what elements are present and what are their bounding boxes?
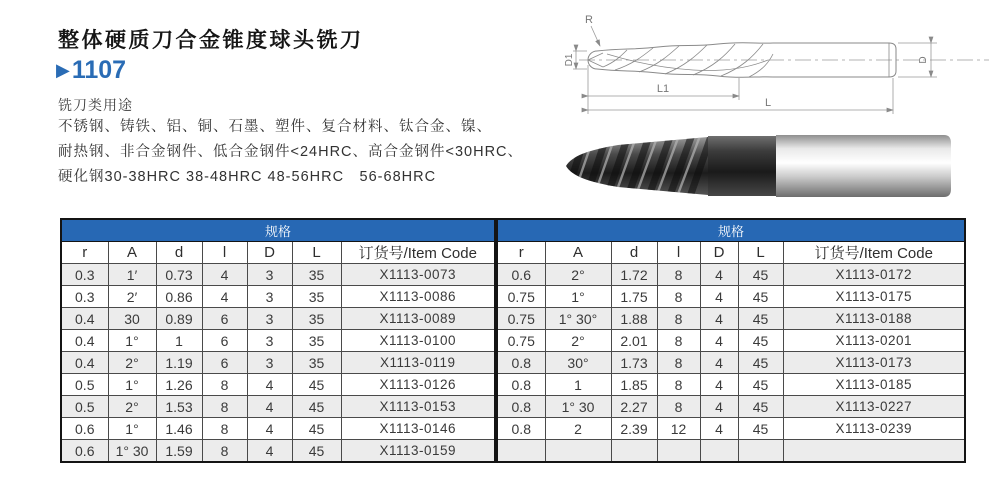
spec-cell: 1 [156, 330, 202, 352]
flute-top-edge [597, 43, 773, 51]
item-code-cell: X1113-0089 [341, 308, 495, 330]
spec-cell: 1.26 [156, 374, 202, 396]
table-row [61, 286, 495, 308]
spec-cell: 3 [247, 286, 292, 308]
spec-table-right [496, 218, 966, 463]
table-row [497, 330, 965, 352]
spec-cell: 8 [657, 330, 700, 352]
item-code-cell: X1113-0153 [341, 396, 495, 418]
spec-cell: 45 [292, 374, 341, 396]
spec-cell: 35 [292, 352, 341, 374]
model-number-text: 1107 [71, 56, 127, 84]
dim-label-L: L [764, 97, 772, 109]
spec-cell: 35 [292, 264, 341, 286]
spec-cell: 45 [738, 264, 783, 286]
page-title: 整体硬质刀合金锥度球头铣刀 [58, 29, 364, 52]
spec-cell: 2° [545, 330, 611, 352]
dim-label-R: R [585, 14, 593, 26]
model-number [56, 56, 126, 85]
spec-cell: 8 [657, 308, 700, 330]
spec-cell: 0.75 [497, 308, 545, 330]
spec-cell: 0.8 [497, 352, 545, 374]
spec-cell: 4 [700, 264, 738, 286]
spec-cell: 1.85 [611, 374, 657, 396]
spec-cell: 0.5 [61, 396, 108, 418]
spec-cell: 1° [108, 418, 156, 440]
spec-cell: 0.86 [156, 286, 202, 308]
item-code-cell: X1113-0172 [783, 264, 965, 286]
table-row [61, 308, 495, 330]
spec-cell: 8 [657, 396, 700, 418]
item-code-cell [783, 440, 965, 463]
item-code-cell: X1113-0100 [341, 330, 495, 352]
column-header-row [497, 242, 965, 264]
item-code-cell: X1113-0126 [341, 374, 495, 396]
spec-cell: 0.4 [61, 330, 108, 352]
table-row [61, 396, 495, 418]
spec-cell: 1.72 [611, 264, 657, 286]
spec-cell: 0.75 [497, 330, 545, 352]
spec-cell: 3 [247, 330, 292, 352]
column-header: l [202, 242, 247, 264]
usage-line: 不锈钢、铸铁、铝、铜、石墨、塑件、复合材料、钛合金、镍、 [58, 119, 492, 135]
spec-cell: 1° 30 [545, 396, 611, 418]
spec-cell [545, 440, 611, 463]
dim-label-L1: L1 [656, 83, 670, 95]
spec-cell: 0.4 [61, 308, 108, 330]
spec-cell: 35 [292, 330, 341, 352]
column-header: L [292, 242, 341, 264]
spec-cell: 45 [738, 418, 783, 440]
column-header: r [61, 242, 108, 264]
table-row [497, 264, 965, 286]
spec-cell: 4 [247, 374, 292, 396]
spec-cell: 8 [657, 286, 700, 308]
usage-label: 铣刀类用途 [58, 97, 133, 113]
spec-cell: 1.88 [611, 308, 657, 330]
spec-cell: 2 [545, 418, 611, 440]
spec-cell: 8 [202, 396, 247, 418]
spec-cell: 0.3 [61, 264, 108, 286]
spec-cell: 45 [738, 308, 783, 330]
table-row [497, 352, 965, 374]
spec-cell: 45 [738, 374, 783, 396]
spec-cell: 1′ [108, 264, 156, 286]
spec-cell: 0.5 [61, 374, 108, 396]
spec-table-left-body [61, 264, 495, 463]
spec-cell: 6 [202, 308, 247, 330]
table-row [61, 418, 495, 440]
spec-cell: 45 [738, 330, 783, 352]
spec-cell: 2.39 [611, 418, 657, 440]
spec-cell: 2° [108, 352, 156, 374]
spec-cell: 1.53 [156, 396, 202, 418]
spec-cell: 0.6 [61, 418, 108, 440]
spec-cell: 0.8 [497, 396, 545, 418]
item-code-cell: X1113-0146 [341, 418, 495, 440]
column-header-row [61, 242, 495, 264]
spec-cell: 0.8 [497, 418, 545, 440]
spec-cell: 4 [700, 374, 738, 396]
spec-cell: 1° 30° [545, 308, 611, 330]
spec-cell: 4 [247, 396, 292, 418]
triangle-marker-icon: ▶ [56, 60, 70, 80]
spec-cell: 45 [292, 440, 341, 463]
technical-drawing [563, 10, 995, 120]
spec-cell: 0.89 [156, 308, 202, 330]
spec-cell: 3 [247, 264, 292, 286]
photo-neck-section [708, 136, 776, 196]
spec-band-label: 规格 [61, 219, 495, 242]
spec-cell: 4 [202, 264, 247, 286]
item-code-cell: X1113-0073 [341, 264, 495, 286]
spec-cell [497, 440, 545, 463]
flute-bottom-edge [597, 69, 773, 77]
spec-cell: 1 [545, 374, 611, 396]
spec-cell: 45 [292, 396, 341, 418]
spec-cell: 2° [108, 396, 156, 418]
spec-band-label: 规格 [497, 219, 965, 242]
spec-cell: 1.46 [156, 418, 202, 440]
dim-label-D: D [918, 56, 929, 64]
spec-cell: 2.27 [611, 396, 657, 418]
column-header: l [657, 242, 700, 264]
item-code-cell: X1113-0227 [783, 396, 965, 418]
spec-cell: 8 [202, 440, 247, 463]
spec-cell: 4 [700, 396, 738, 418]
usage-line: 耐热钢、非合金钢件、低合金钢件<24HRC、高合金钢件<30HRC、 [58, 144, 524, 160]
spec-cell: 0.4 [61, 352, 108, 374]
item-code-cell: X1113-0185 [783, 374, 965, 396]
item-code-cell: X1113-0119 [341, 352, 495, 374]
spec-cell: 2.01 [611, 330, 657, 352]
spec-cell: 45 [738, 352, 783, 374]
spec-cell: 3 [247, 352, 292, 374]
spec-cell [738, 440, 783, 463]
column-header: A [545, 242, 611, 264]
spec-cell: 8 [202, 418, 247, 440]
spec-cell: 6 [202, 352, 247, 374]
item-code-cell: X1113-0159 [341, 440, 495, 463]
photo-shank-section [776, 135, 951, 197]
spec-table-right-body [497, 264, 965, 463]
spec-cell: 0.6 [61, 440, 108, 463]
spec-cell: 0.8 [497, 374, 545, 396]
spec-cell: 6 [202, 330, 247, 352]
table-row [497, 418, 965, 440]
spec-cell: 1° [108, 374, 156, 396]
table-row [497, 286, 965, 308]
table-row [497, 308, 965, 330]
spec-cell: 1° 30 [108, 440, 156, 463]
table-row [61, 374, 495, 396]
column-header: D [247, 242, 292, 264]
spec-cell: 1° [545, 286, 611, 308]
column-header: d [611, 242, 657, 264]
spec-cell: 2° [545, 264, 611, 286]
spec-cell: 4 [700, 418, 738, 440]
item-code-cell: X1113-0086 [341, 286, 495, 308]
spec-cell: 0.75 [497, 286, 545, 308]
spec-table-left [60, 218, 496, 463]
spec-table-group [60, 218, 966, 463]
spec-cell: 12 [657, 418, 700, 440]
spec-cell: 4 [700, 308, 738, 330]
item-code-cell: X1113-0188 [783, 308, 965, 330]
item-code-cell: X1113-0173 [783, 352, 965, 374]
spec-cell: 1.59 [156, 440, 202, 463]
dim-label-D1: D1 [564, 53, 575, 67]
column-header: d [156, 242, 202, 264]
table-row [497, 374, 965, 396]
table-row [497, 440, 965, 463]
spec-cell: 4 [700, 352, 738, 374]
spec-cell: 0.6 [497, 264, 545, 286]
table-row [61, 330, 495, 352]
spec-cell: 4 [247, 418, 292, 440]
column-header: D [700, 242, 738, 264]
item-code-cell: X1113-0201 [783, 330, 965, 352]
spec-cell: 35 [292, 308, 341, 330]
product-photo [558, 126, 958, 204]
item-code-cell: X1113-0239 [783, 418, 965, 440]
spec-cell: 1.73 [611, 352, 657, 374]
item-code-cell: X1113-0175 [783, 286, 965, 308]
spec-cell: 2′ [108, 286, 156, 308]
table-row [61, 352, 495, 374]
table-row [497, 396, 965, 418]
usage-description [58, 115, 528, 190]
spec-cell: 0.3 [61, 286, 108, 308]
table-row [61, 440, 495, 463]
spec-cell: 0.73 [156, 264, 202, 286]
spec-cell: 35 [292, 286, 341, 308]
column-header: 订货号/Item Code [783, 242, 965, 264]
spec-cell: 30 [108, 308, 156, 330]
column-header: A [108, 242, 156, 264]
table-row [61, 264, 495, 286]
spec-cell: 8 [657, 264, 700, 286]
spec-cell: 4 [202, 286, 247, 308]
spec-cell: 1.75 [611, 286, 657, 308]
usage-line: 硬化钢30-38HRC 38-48HRC 48-56HRC 56-68HRC [58, 169, 437, 185]
spec-cell: 8 [657, 374, 700, 396]
spec-cell: 4 [247, 440, 292, 463]
column-header: L [738, 242, 783, 264]
spec-cell: 4 [700, 286, 738, 308]
spec-cell: 1° [108, 330, 156, 352]
spec-cell [700, 440, 738, 463]
column-header: 订货号/Item Code [341, 242, 495, 264]
spec-cell [611, 440, 657, 463]
spec-cell: 30° [545, 352, 611, 374]
spec-cell [657, 440, 700, 463]
spec-cell: 45 [292, 418, 341, 440]
spec-cell: 4 [700, 330, 738, 352]
spec-cell: 1.19 [156, 352, 202, 374]
spec-cell: 45 [738, 396, 783, 418]
spec-cell: 8 [202, 374, 247, 396]
spec-cell: 8 [657, 352, 700, 374]
spec-cell: 3 [247, 308, 292, 330]
spec-cell: 45 [738, 286, 783, 308]
column-header: r [497, 242, 545, 264]
